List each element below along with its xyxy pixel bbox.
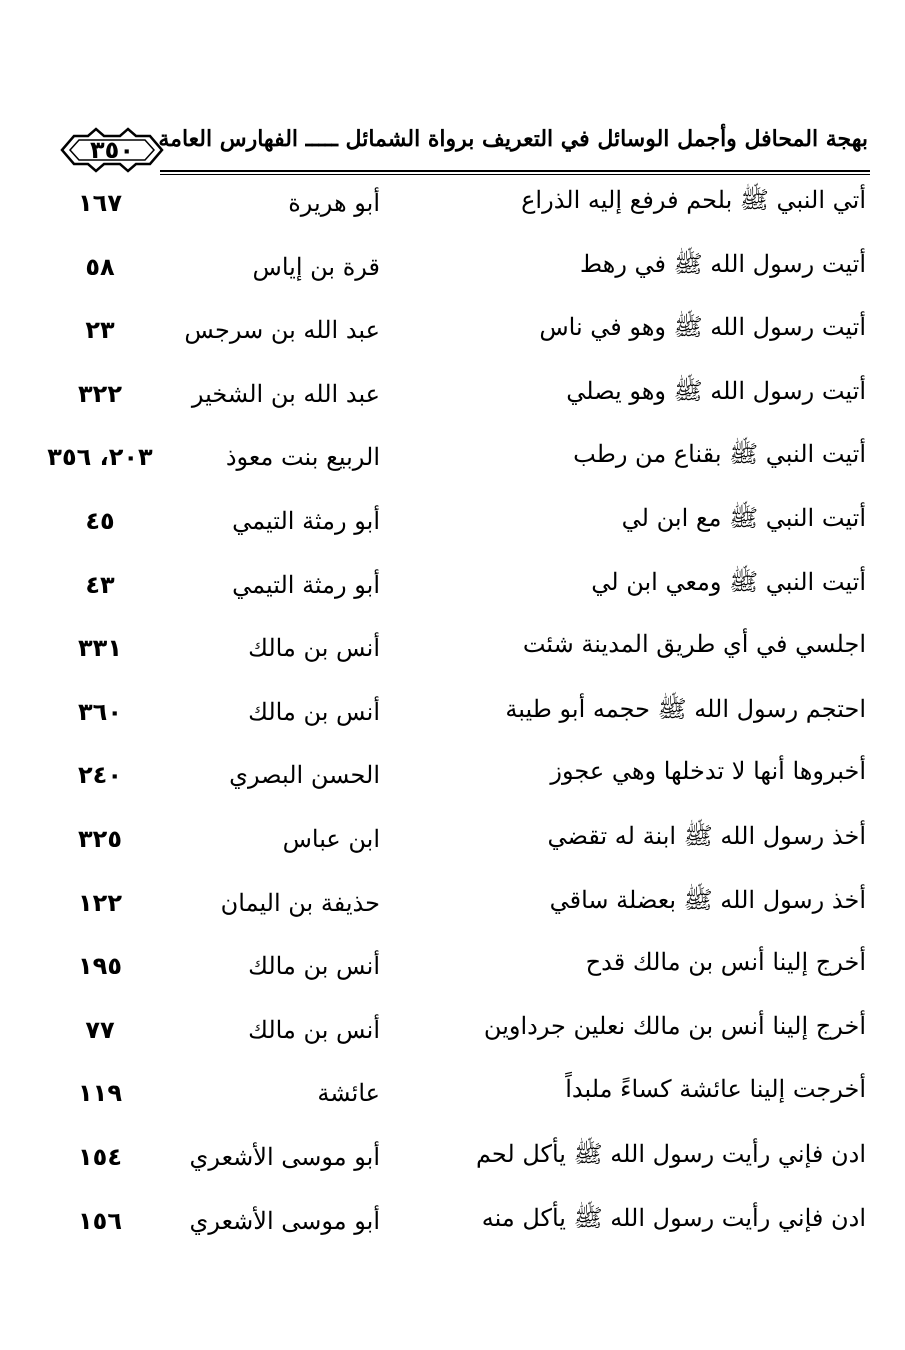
hadith-incipit: أخرج إلينا أنس بن مالك نعلين جرداوين: [483, 1011, 866, 1040]
page-reference: ٣٢٢: [78, 379, 122, 408]
table-row: [30, 302, 880, 366]
narrator-name: أنس بن مالك: [248, 952, 380, 981]
narrator-name: ابن عباس: [282, 824, 380, 853]
narrator-name: أنس بن مالك: [248, 634, 380, 663]
header-rule: [160, 170, 870, 172]
hadith-incipit: أتيت النبي ﷺ مع ابن لي: [621, 503, 866, 532]
page-header: [40, 110, 870, 182]
table-row: [30, 175, 880, 239]
table-row: [30, 429, 880, 493]
page-reference: ١٥٤: [78, 1142, 122, 1171]
hadith-incipit: أخرج إلينا أنس بن مالك قدح: [585, 948, 866, 977]
table-row: [30, 811, 880, 875]
table-row: [30, 239, 880, 303]
hadith-incipit: أخذ رسول الله ﷺ بعضلة ساقي: [549, 885, 866, 914]
table-row: [30, 875, 880, 939]
table-row: [30, 620, 880, 684]
narrator-name: أبو رمثة التيمي: [232, 506, 380, 535]
page-reference: ٢٣: [85, 316, 115, 345]
page-reference: ١١٩: [78, 1079, 122, 1108]
hadith-incipit: أتي النبي ﷺ بلحم فرفع إليه الذراع: [521, 186, 866, 214]
table-row: [30, 684, 880, 748]
hadith-incipit: اجلسي في أي طريق المدينة شئت: [522, 630, 866, 659]
hadith-incipit: احتجم رسول الله ﷺ حجمه أبو طيبة: [505, 694, 866, 723]
page-reference: ١٢٢: [78, 888, 122, 917]
page-reference: ٤٥: [85, 506, 115, 535]
narrator-name: الربيع بنت معوذ: [225, 443, 380, 472]
page-number: ٣٥٠: [90, 136, 134, 164]
page-reference: ١٩٥: [78, 952, 122, 981]
page-reference: ٧٧: [85, 1015, 115, 1044]
page-reference: ٣٢٥: [78, 824, 122, 853]
page-reference: ٤٣: [85, 570, 115, 599]
narrator-name: عائشة: [317, 1079, 380, 1108]
narrator-name: الحسن البصري: [229, 761, 380, 790]
table-row: [30, 747, 880, 811]
page-reference: ٢٤٠: [78, 761, 122, 790]
hadith-incipit: أتيت رسول الله ﷺ في رهط: [579, 249, 866, 278]
table-row: [30, 1129, 880, 1193]
narrator-name: أبو رمثة التيمي: [232, 570, 380, 599]
hadith-incipit: أخرجت إلينا عائشة كساءً ملبداً: [565, 1075, 866, 1104]
hadith-incipit: أتيت رسول الله ﷺ وهو يصلي: [566, 376, 866, 405]
page-reference: ٣٣١: [78, 634, 122, 663]
page-reference: ١٦٧: [78, 189, 122, 217]
narrator-name: أبو موسى الأشعري: [189, 1206, 380, 1235]
narrator-name: أنس بن مالك: [248, 1015, 380, 1044]
narrator-name: أنس بن مالك: [248, 697, 380, 726]
narrator-name: أبو موسى الأشعري: [189, 1142, 380, 1171]
table-row: [30, 1002, 880, 1066]
hadith-incipit: أخبروها أنها لا تدخلها وهي عجوز: [550, 757, 866, 786]
narrator-name: أبو هريرة: [288, 189, 380, 217]
hadith-index-table: [30, 175, 880, 1256]
page-reference: ٣٦٠: [78, 697, 122, 726]
hadith-incipit: ادن فإني رأيت رسول الله ﷺ يأكل منه: [481, 1203, 866, 1232]
running-title: بهجة المحافل وأجمل الوسائل في التعريف برواة الشمائل ـــــ الفهارس العامة: [158, 126, 868, 152]
narrator-name: عبد الله بن الشخير: [191, 379, 380, 408]
page-number-badge: [58, 126, 166, 174]
table-row: [30, 1065, 880, 1129]
narrator-name: قرة بن إياس: [252, 252, 380, 281]
table-row: [30, 493, 880, 557]
narrator-name: حذيفة بن اليمان: [220, 888, 380, 917]
table-row: [30, 938, 880, 1002]
hadith-incipit: أتيت رسول الله ﷺ وهو في ناس: [539, 313, 866, 342]
hadith-incipit: أخذ رسول الله ﷺ ابنة له تقضي: [547, 821, 866, 850]
table-row: [30, 1193, 880, 1257]
page-reference: ١٥٦: [78, 1206, 122, 1235]
page-reference: ٢٠٣، ٣٥٦: [47, 443, 153, 472]
hadith-incipit: ادن فإني رأيت رسول الله ﷺ يأكل لحم: [475, 1139, 866, 1168]
table-row: [30, 366, 880, 430]
hadith-incipit: أتيت النبي ﷺ بقناع من رطب: [573, 440, 866, 469]
page-reference: ٥٨: [85, 252, 115, 281]
table-row: [30, 557, 880, 621]
narrator-name: عبد الله بن سرجس: [184, 316, 380, 345]
hadith-incipit: أتيت النبي ﷺ ومعي ابن لي: [591, 567, 866, 596]
